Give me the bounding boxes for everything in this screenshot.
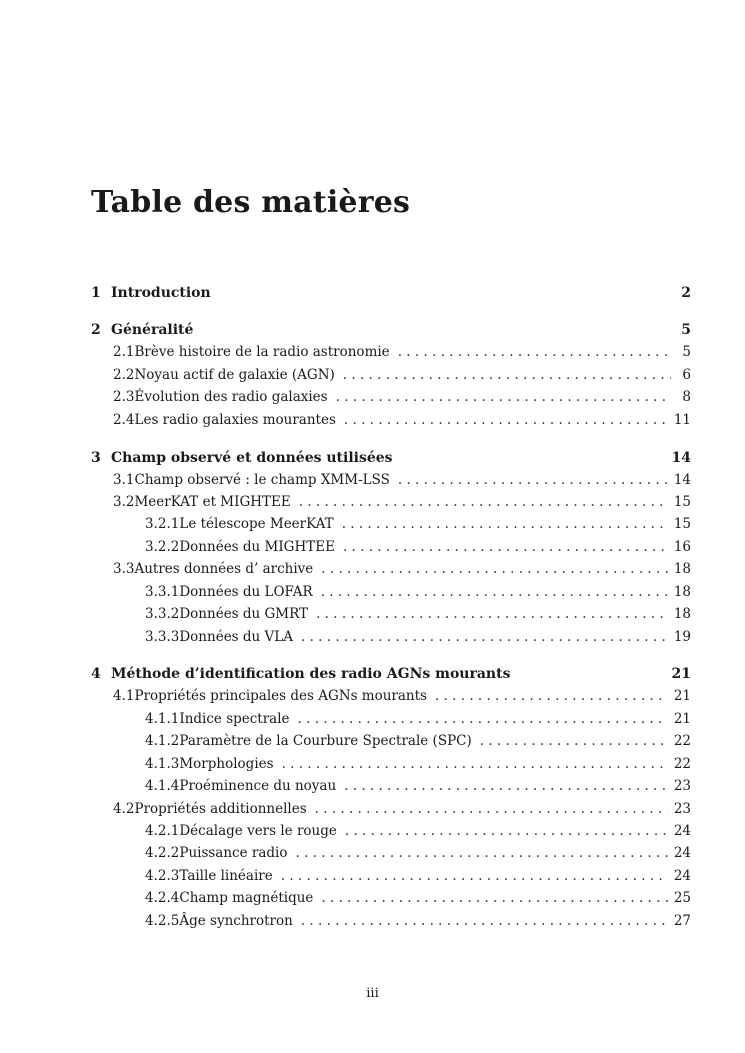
toc-entry-title: Propriétés additionnelles	[134, 801, 307, 817]
toc-entry-number: 3.3.3	[145, 629, 180, 645]
toc-dot-leader	[282, 756, 668, 772]
toc-entry-page: 23	[673, 801, 691, 817]
toc-entry-2-4[interactable]	[113, 412, 691, 432]
toc-entry-number: 3.3	[113, 561, 135, 577]
toc-dot-leader	[398, 344, 671, 360]
toc-entry-4-1-3[interactable]	[145, 756, 691, 776]
toc-entry-number: 4.1.1	[145, 711, 180, 727]
toc-entry-4-2-2[interactable]	[145, 845, 691, 865]
toc-entry-title: Paramètre de la Courbure Spectrale (SPC)	[179, 733, 472, 749]
toc-entry-page: 22	[673, 756, 691, 772]
toc-dot-leader	[316, 606, 668, 622]
toc-entry-number: 2.1	[113, 344, 135, 360]
toc-entry-title: Noyau actif de galaxie (AGN)	[134, 367, 335, 383]
toc-entry-page: 16	[673, 539, 691, 555]
toc-entry-number: 4.2.2	[145, 845, 180, 861]
toc-entry-number: 1	[91, 285, 101, 301]
toc-entry-2[interactable]	[91, 322, 691, 342]
toc-dot-leader	[301, 913, 668, 929]
toc-entry-4-2[interactable]	[113, 801, 691, 821]
toc-entry-title: Évolution des radio galaxies	[134, 389, 328, 405]
toc-entry-title: Généralité	[111, 322, 194, 338]
toc-entry-4-2-1[interactable]	[145, 823, 691, 843]
toc-dot-leader	[301, 629, 668, 645]
toc-entry-page: 27	[673, 913, 691, 929]
toc-entry-4-1-4[interactable]	[145, 778, 691, 798]
toc-entry-page: 19	[673, 629, 691, 645]
toc-entry-3-2-2[interactable]	[145, 539, 691, 559]
toc-entry-number: 2.4	[113, 412, 135, 428]
toc-entry-2-2[interactable]	[113, 367, 691, 387]
toc-dot-leader	[321, 584, 668, 600]
toc-entry-3[interactable]	[91, 450, 691, 470]
toc-entry-page: 14	[671, 450, 691, 466]
toc-entry-page: 25	[673, 890, 691, 906]
toc-entry-3-2-1[interactable]	[145, 516, 691, 536]
toc-entry-page: 24	[673, 845, 691, 861]
toc-entry-title: Données du MIGHTEE	[179, 539, 335, 555]
toc-entry-page: 14	[673, 472, 691, 488]
toc-entry-title: Les radio galaxies mourantes	[134, 412, 336, 428]
toc-entry-page: 24	[673, 823, 691, 839]
toc-entry-page: 22	[673, 733, 691, 749]
toc-entry-number: 3	[91, 450, 101, 466]
toc-entry-3-3-2[interactable]	[145, 606, 691, 626]
toc-dot-leader	[299, 494, 668, 510]
toc-entry-title: Proéminence du noyau	[179, 778, 337, 794]
toc-entry-number: 3.3.1	[145, 584, 180, 600]
toc-dot-leader	[315, 801, 668, 817]
toc-entry-4-1-1[interactable]	[145, 711, 691, 731]
toc-dot-leader	[435, 688, 668, 704]
toc-entry-page: 23	[673, 778, 691, 794]
toc-entry-title: Méthode d’identification des radio AGNs mourants	[111, 666, 511, 682]
page-number: iii	[366, 986, 379, 1001]
toc-entry-page: 2	[681, 285, 691, 301]
toc-entry-4-1-2[interactable]	[145, 733, 691, 753]
toc-entry-number: 3.1	[113, 472, 135, 488]
toc-entry-page: 18	[673, 606, 691, 622]
toc-entry-title: Propriétés principales des AGNs mourants	[134, 688, 427, 704]
toc-dot-leader	[343, 367, 671, 383]
toc-entry-page: 21	[673, 711, 691, 727]
toc-entry-title: Données du GMRT	[179, 606, 309, 622]
toc-entry-title: Introduction	[111, 285, 211, 301]
toc-dot-leader	[321, 561, 668, 577]
page-title: Table des matières	[91, 185, 411, 220]
toc-entry-number: 2	[91, 322, 101, 338]
toc-entry-number: 4.2.1	[145, 823, 180, 839]
toc-entry-number: 3.2.2	[145, 539, 180, 555]
toc-entry-3-1[interactable]	[113, 472, 691, 492]
toc-dot-leader	[345, 823, 668, 839]
toc-entry-page: 5	[682, 344, 691, 360]
toc-entry-3-3-3[interactable]	[145, 629, 691, 649]
toc-entry-title: Brève histoire de la radio astronomie	[134, 344, 390, 360]
toc-entry-number: 4.1.3	[145, 756, 180, 772]
toc-dot-leader	[344, 778, 668, 794]
toc-entry-number: 3.2.1	[145, 516, 180, 532]
toc-dot-leader	[321, 890, 667, 906]
toc-entry-title: Champ observé : le champ XMM-LSS	[134, 472, 390, 488]
toc-entry-4-2-3[interactable]	[145, 868, 691, 888]
toc-entry-title: Champ magnétique	[179, 890, 314, 906]
toc-entry-number: 4	[91, 666, 101, 682]
toc-entry-3-2[interactable]	[113, 494, 691, 514]
toc-entry-4[interactable]	[91, 666, 691, 686]
toc-entry-2-3[interactable]	[113, 389, 691, 409]
toc-entry-title: Décalage vers le rouge	[179, 823, 337, 839]
toc-entry-title: Données du LOFAR	[179, 584, 313, 600]
toc-entry-number: 3.3.2	[145, 606, 180, 622]
toc-entry-page: 18	[673, 561, 691, 577]
toc-entry-2-1[interactable]	[113, 344, 691, 364]
toc-dot-leader	[298, 711, 668, 727]
toc-entry-3-3[interactable]	[113, 561, 691, 581]
toc-entry-page: 11	[673, 412, 691, 428]
toc-entry-page: 24	[673, 868, 691, 884]
toc-entry-4-2-5[interactable]	[145, 913, 691, 933]
toc-entry-number: 4.2.4	[145, 890, 180, 906]
toc-entry-number: 4.1.2	[145, 733, 180, 749]
toc-entry-page: 8	[682, 389, 691, 405]
toc-entry-title: Puissance radio	[179, 845, 288, 861]
toc-entry-title: MeerKAT et MIGHTEE	[134, 494, 291, 510]
toc-entry-title: Âge synchrotron	[179, 913, 293, 929]
toc-dot-leader	[296, 845, 668, 861]
toc-dot-leader	[344, 412, 668, 428]
toc-entry-number: 2.2	[113, 367, 135, 383]
toc-entry-page: 15	[673, 516, 691, 532]
toc-entry-title: Le télescope MeerKAT	[179, 516, 334, 532]
toc-entry-number: 3.2	[113, 494, 135, 510]
toc-entry-page: 6	[682, 367, 691, 383]
toc-entry-number: 2.3	[113, 389, 135, 405]
toc-entry-number: 4.2.5	[145, 913, 180, 929]
toc-entry-page: 5	[681, 322, 691, 338]
toc-dot-leader	[281, 868, 668, 884]
toc-dot-leader	[398, 472, 668, 488]
toc-entry-title: Champ observé et données utilisées	[111, 450, 393, 466]
toc-entry-4-2-4[interactable]	[145, 890, 691, 910]
toc-entry-3-3-1[interactable]	[145, 584, 691, 604]
toc-entry-title: Autres données d’ archive	[134, 561, 314, 577]
toc-entry-page: 18	[673, 584, 691, 600]
toc-entry-title: Données du VLA	[179, 629, 293, 645]
toc-entry-page: 21	[671, 666, 691, 682]
toc-dot-leader	[480, 733, 668, 749]
toc-entry-page: 21	[673, 688, 691, 704]
toc-dot-leader	[336, 389, 671, 405]
toc-entry-title: Morphologies	[179, 756, 274, 772]
toc-entry-number: 4.2.3	[145, 868, 180, 884]
toc-dot-leader	[343, 539, 668, 555]
toc-entry-1[interactable]	[91, 285, 691, 305]
toc-entry-number: 4.1	[113, 688, 135, 704]
toc-entry-title: Indice spectrale	[179, 711, 290, 727]
toc-entry-page: 15	[673, 494, 691, 510]
toc-entry-number: 4.1.4	[145, 778, 180, 794]
toc-entry-number: 4.2	[113, 801, 135, 817]
toc-dot-leader	[342, 516, 668, 532]
toc-entry-title: Taille linéaire	[179, 868, 273, 884]
toc-entry-4-1[interactable]	[113, 688, 691, 708]
